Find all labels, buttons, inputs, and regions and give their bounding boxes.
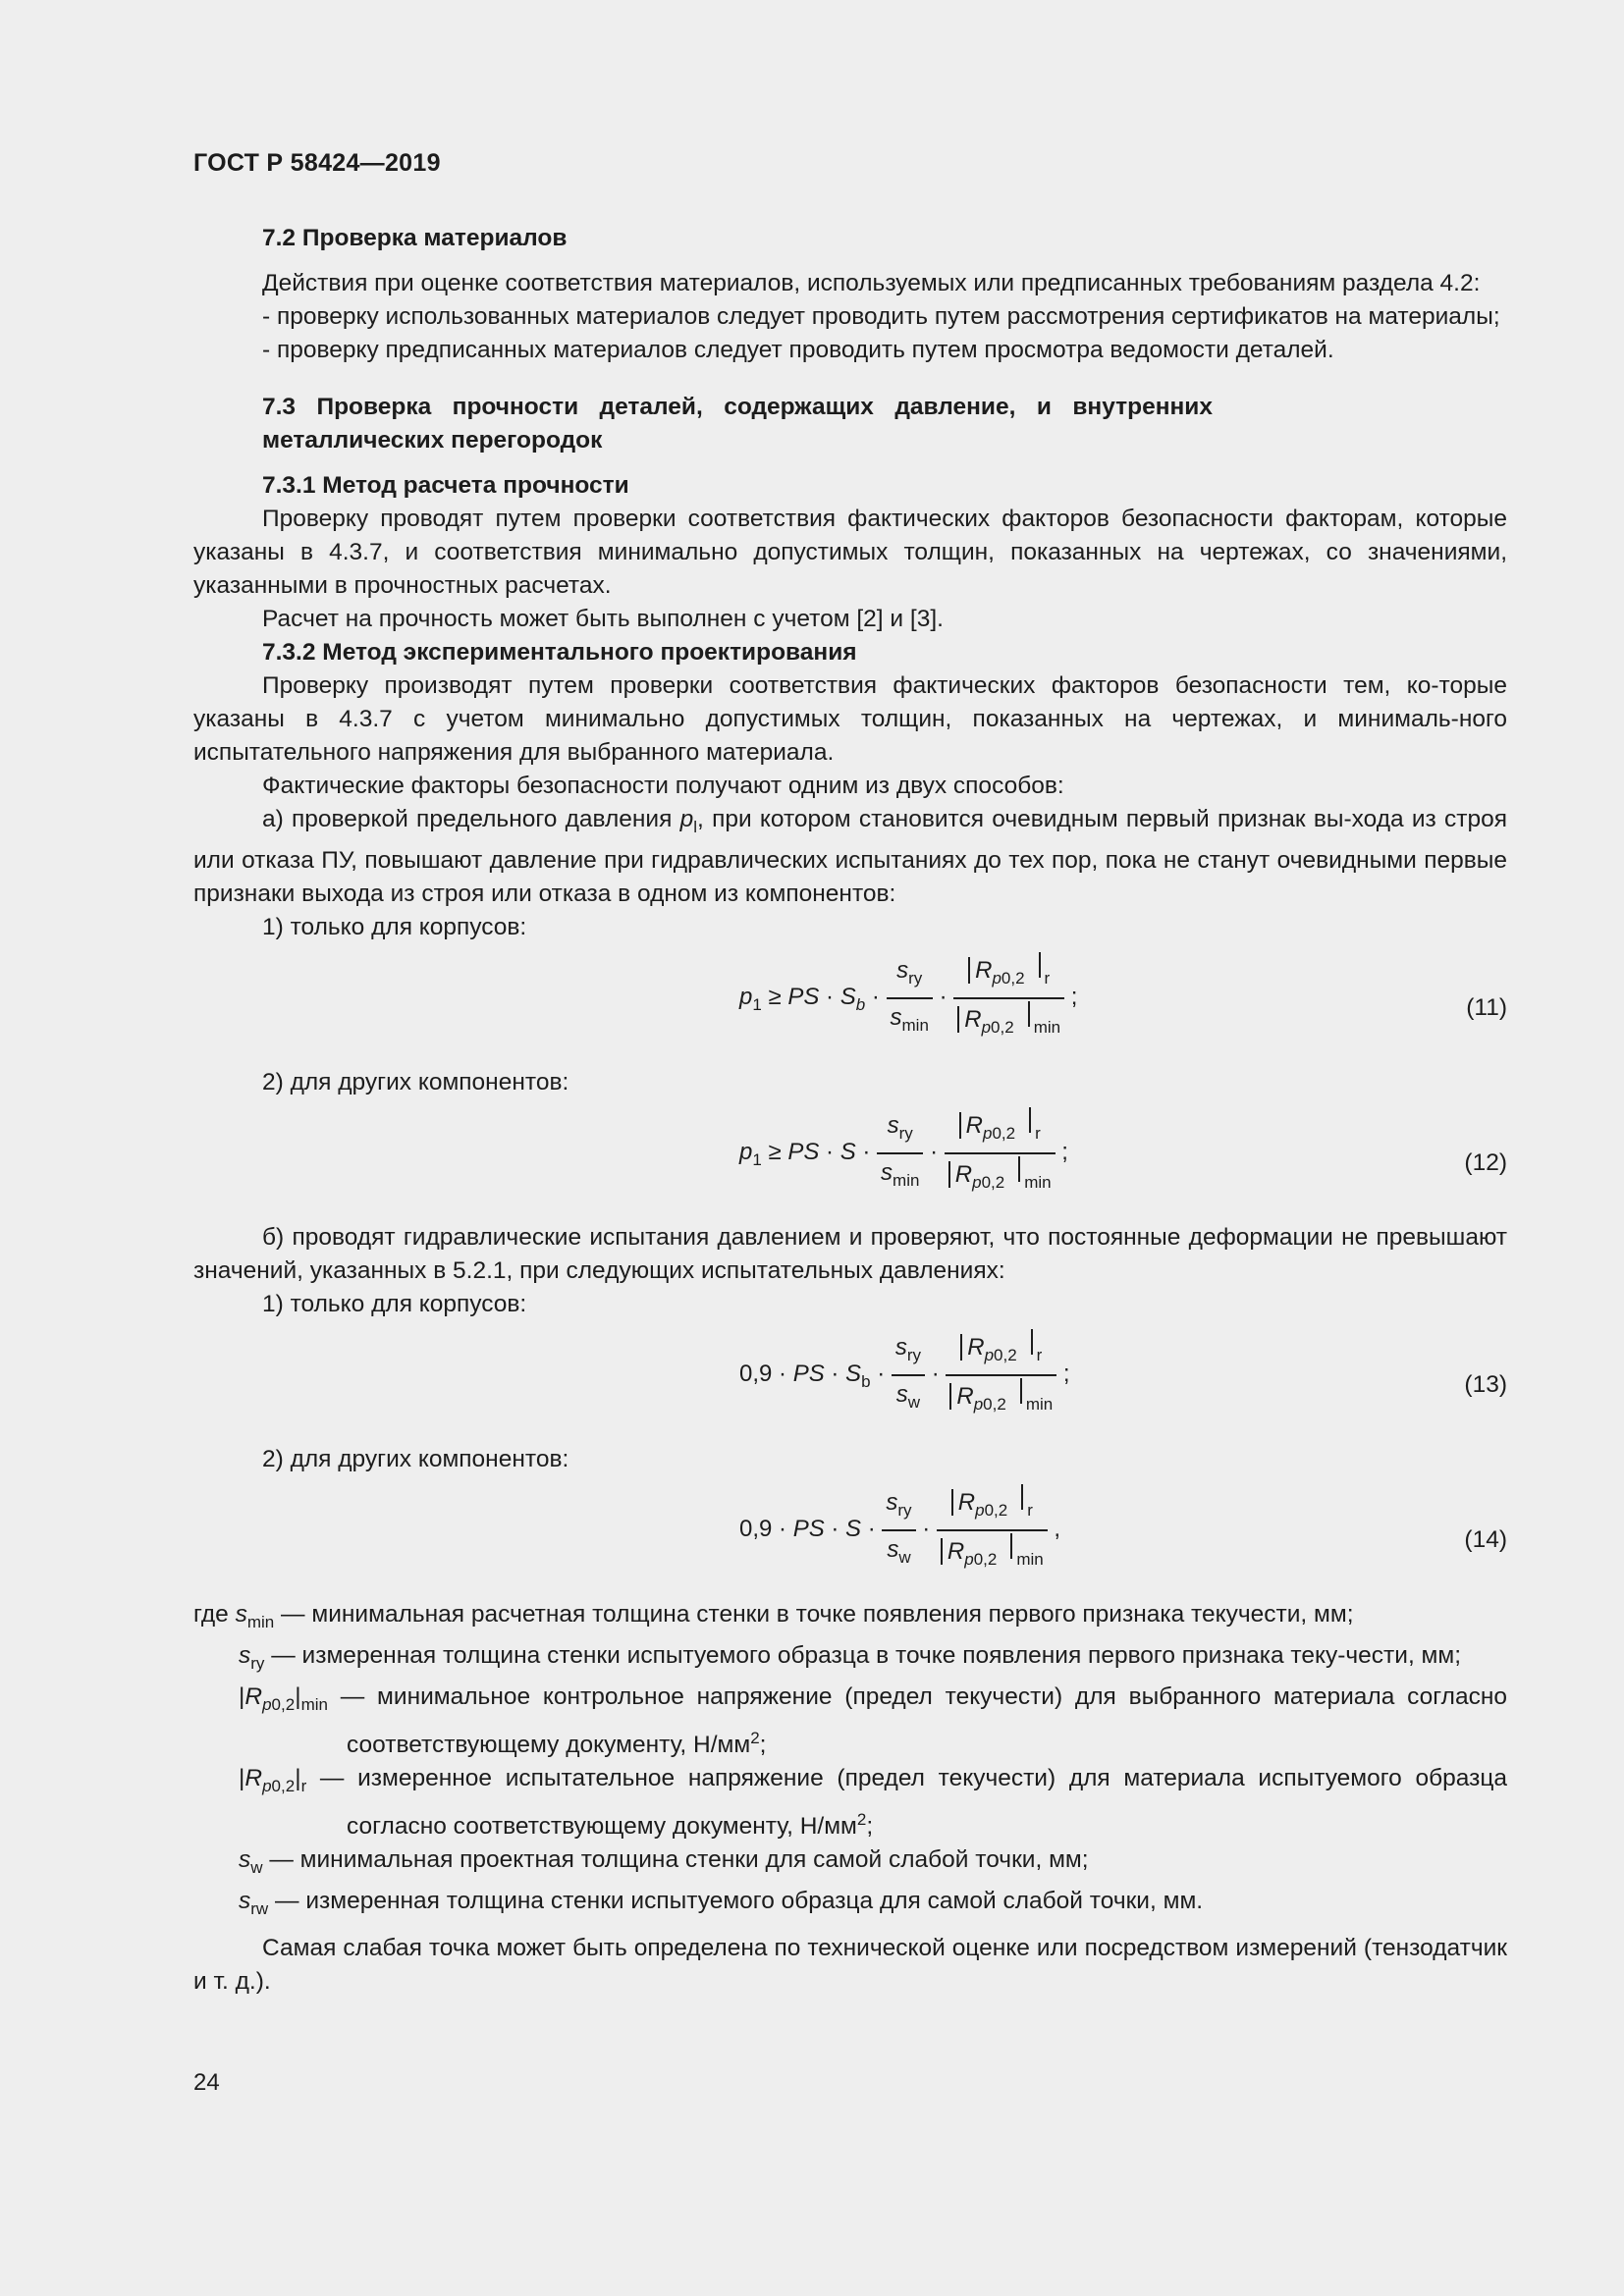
text: , при котором становится очевидным первый признак вы-хода из строя или отказа ПУ, повышают давление при гидравлических испытаниях до тех пор, пока не станут очевидными первые признаки выхода из строя или отказа в одном из компонентов:	[193, 806, 1508, 907]
text: — минимальная проектная толщина стенки для самой слабой точки, мм;	[269, 1845, 1089, 1873]
paragraph: б) проводят гидравлические испытания давлением и проверяют, что постоянные деформации не превышают значений, указанных в 5.2.1, при следующих испытательных давлениях:	[193, 1223, 1507, 1284]
list-item: 2) для других компонентов:	[262, 1445, 569, 1472]
equation-number: (12)	[1464, 1148, 1507, 1176]
list-item: 1) только для корпусов:	[262, 913, 527, 940]
formula-12: $p_1$ ≥ PS · S · $\frac{s_{ry}}{s_{min}}$ · $\frac{R_{p0,2} _r}{R_{p0,2} _{min}}$ ; (12)	[193, 1107, 1507, 1221]
paragraph: Проверку производят путем проверки соответствия фактических факторов безопасности тем, ко-торые указаны в 4.3.7 с учетом минимально допустимых толщин, показанных на чертежах, и минималь-ного испытательного напряжения для выбранного материала.	[193, 672, 1507, 766]
formula-11: $p_1$ ≥ PS · $S_b$ · $\frac{s_{ry}}{s_{min}}$ · $\frac{R_{p0,2} _r}{R_{p0,2} _{min}}$ ; (11)	[193, 952, 1507, 1066]
text: — измеренная толщина стенки испытуемого образца для самой слабой точки, мм.	[275, 1887, 1204, 1914]
text: а) проверкой предельного давления	[262, 806, 680, 832]
formula-14: 0,9 · PS · S · $\frac{s_{ry}}{s_w}$ · $\frac{R_{p0,2} _r}{R_{p0,2} _{min}}$ , (14)	[193, 1484, 1507, 1598]
section-7-2-title: 7.2 Проверка материалов	[262, 225, 568, 251]
definition-rr: $|R_{p0,2}|_r$ — измеренное испытательное напряжение (предел текучести) для материала испытуемого образца согласно соответствующему документу, $Н/мм^2$;	[239, 1764, 1508, 1840]
document-code: ГОСТ Р 58424—2019	[193, 149, 441, 177]
definition-smin: где $s_{min}$ — минимальная расчетная толщина стенки в точке появления первого признака текучести, мм;	[193, 1600, 1354, 1631]
definition-sry: $s_{ry}$ — измеренная толщина стенки испытуемого образца в точке появления первого признака теку-чести, мм;	[239, 1641, 1462, 1673]
text: — измеренная толщина стенки испытуемого образца в точке появления первого признака теку-чести, мм;	[271, 1641, 1462, 1669]
formula-13: 0,9 · PS · $S_b$ · $\frac{s_{ry}}{s_w}$ · $\frac{R_{p0,2} _r}{R_{p0,2} _{min}}$ ; (13)	[193, 1329, 1507, 1443]
paragraph: Действия при оценке соответствия материалов, используемых или предписанных требованиям раздела 4.2:	[262, 270, 1481, 296]
definition-rmin: $|R_{p0,2}|_{min}$ — минимальное контрольное напряжение (предел текучести) для выбранного материала согласно соответствующему документу, $Н/мм^2$;	[239, 1682, 1507, 1758]
paragraph: Фактические факторы безопасности получают одним из двух способов:	[262, 773, 1064, 799]
equation-number: (13)	[1464, 1370, 1507, 1398]
text: где	[193, 1600, 236, 1628]
section-7-3-1-title: 7.3.1 Метод расчета прочности	[262, 472, 629, 499]
paragraph: - проверку предписанных материалов следует проводить путем просмотра ведомости деталей.	[262, 337, 1334, 363]
text: — минимальное контрольное напряжение (предел текучести) для выбранного материала согласно соответствующему документу, Н/мм	[340, 1682, 1507, 1758]
paragraph: а) проверкой предельного давления $p_l$, при котором становится очевидным первый признак вы-хода из строя или отказа ПУ, повышают давление при гидравлических испытаниях до тех пор, пока не станут очевидными первые признаки выхода из строя или отказа в одном из компонентов:	[193, 806, 1508, 907]
paragraph: - проверку использованных материалов следует проводить путем рассмотрения сертификатов на материалы;	[262, 303, 1500, 330]
section-7-3-2-title: 7.3.2 Метод экспериментального проектирования	[262, 639, 857, 666]
section-7-3-title: 7.3 Проверка прочности деталей, содержащих давление, и внутренних металлических перегородок	[262, 394, 1213, 454]
definition-sw: $s_w$ — минимальная проектная толщина стенки для самой слабой точки, мм;	[239, 1845, 1089, 1877]
paragraph: Расчет на прочность может быть выполнен с учетом [2] и [3].	[262, 606, 944, 632]
text: — измеренное испытательное напряжение (предел текучести) для материала испытуемого образца согласно соответствующему документу, Н/мм	[319, 1764, 1508, 1840]
definition-srw: $s_{rw}$ — измеренная толщина стенки испытуемого образца для самой слабой точки, мм.	[239, 1887, 1204, 1918]
paragraph: Проверку проводят путем проверки соответствия фактических факторов безопасности факторам, которые указаны в 4.3.7, и соответствия минимально допустимых толщин, показанных на чертежах, со значениями, указанными в прочностных расчетах.	[193, 506, 1507, 599]
equation-number: (14)	[1464, 1525, 1507, 1553]
list-item: 2) для других компонентов:	[262, 1068, 569, 1095]
text: — минимальная расчетная толщина стенки в точке появления первого признака текучести, мм;	[281, 1600, 1354, 1628]
page-content	[193, 222, 1507, 1999]
paragraph: Самая слабая точка может быть определена по технической оценке или посредством измерений (тензодатчик и т. д.).	[193, 1934, 1507, 1995]
list-item: 1) только для корпусов:	[262, 1290, 527, 1317]
equation-number: (11)	[1466, 993, 1507, 1021]
page-number: 24	[193, 2069, 220, 2096]
